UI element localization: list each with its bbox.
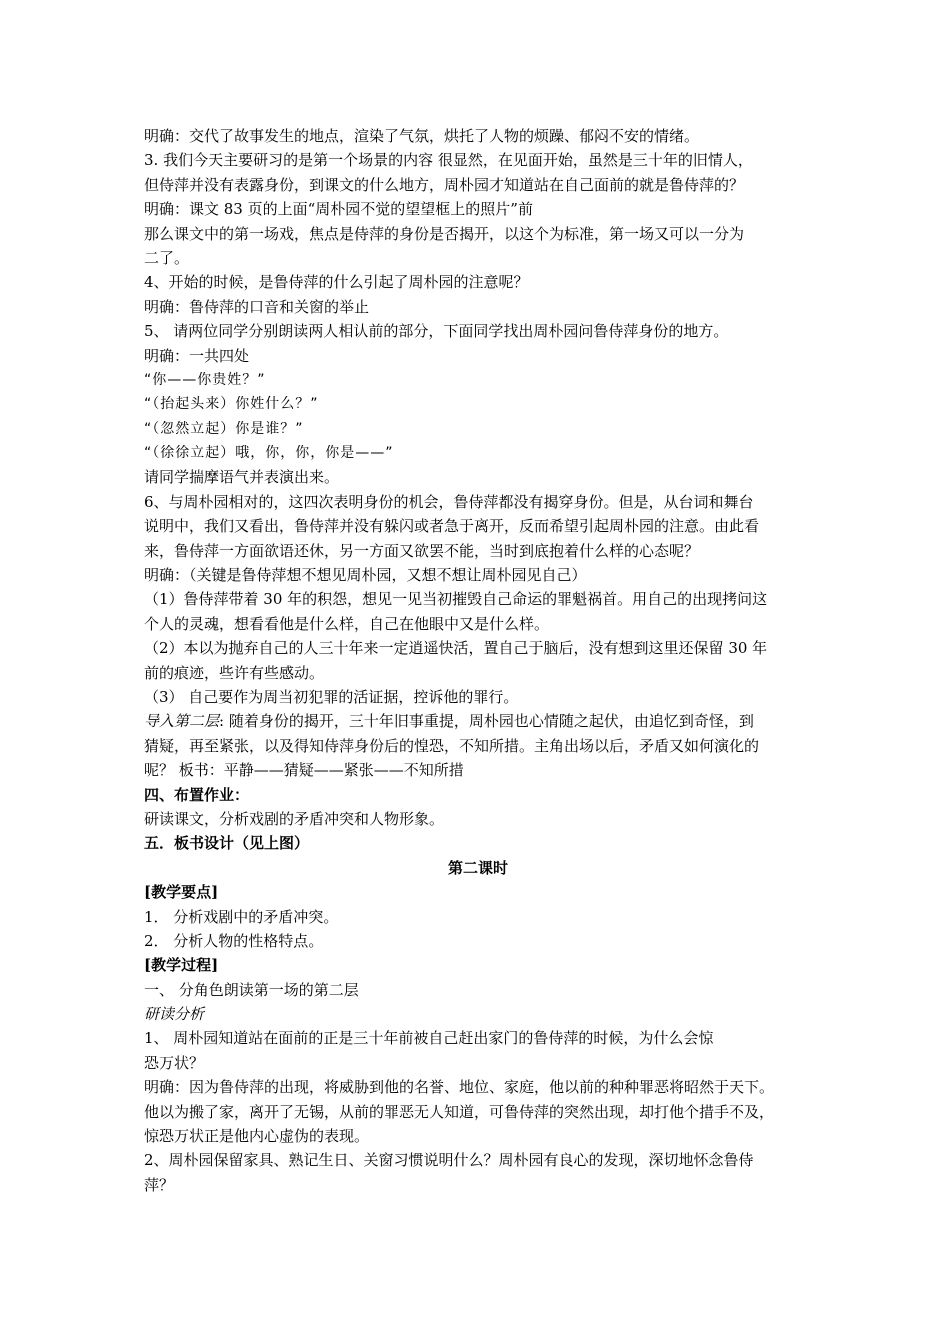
text-line: 3. 我们今天主要研习的是第一个场景的内容 很显然，在见面开始，虽然是三十年的旧情人，: [144, 151, 753, 170]
question-line: 5、 请两位同学分别朗读两人相认前的部分，下面同学找出周朴园问鲁侍萍身份的地方。: [144, 322, 729, 341]
text-line: 个人的灵魂，想看看他是什么样，自己在他眼中又是什么样。: [144, 614, 550, 633]
section-heading: [教学过程]: [144, 956, 219, 975]
intro-lead: 导入第二层: [144, 712, 220, 731]
text-line: 萍？: [144, 1175, 175, 1194]
text-line: 明确：课文 83 页的上面“周朴园不觉的望望框上的照片”前: [144, 200, 533, 219]
lesson-title: 第二课时: [447, 858, 508, 877]
answer-line: 明确：鲁侍萍的口音和关窗的举止: [144, 297, 370, 316]
intro-rest: : 随着身份的揭开，三十年旧事重提，周朴园也心情随之起伏，由追忆到奇怪，到: [219, 712, 754, 731]
section-heading: 四、布置作业：: [144, 785, 250, 804]
quote-line: “（抬起头来）你姓什么？”: [144, 396, 319, 413]
text-line: 一、 分角色朗读第一场的第二层: [144, 980, 359, 999]
text-line: 但侍萍并没有表露身份，到课文的什么地方，周朴园才知道站在自己面前的就是鲁侍萍的？: [144, 175, 745, 194]
text-line: 惊恐万状正是他内心虚伪的表现。: [144, 1127, 370, 1146]
answer-line: 明确：（关键是鲁侍萍想不想见周朴园，又想不想让周朴园见自己）: [144, 566, 587, 585]
text-line: 二了。: [144, 248, 190, 267]
point-line: （3） 自己要作为周当初犯罪的活证据，控诉他的罪行。: [144, 687, 519, 706]
text-line: 来，鲁侍萍一方面欲语还休，另一方面又欲罢不能，当时到底抱着什么样的心态呢？: [144, 541, 700, 560]
question-line: 6、与周朴园相对的，这四次表明身份的机会，鲁侍萍都没有揭穿身份。但是，从台词和舞台: [144, 492, 754, 511]
text-line: 那么课文中的第一场戏，焦点是侍萍的身份是否揭开，以这个为标准，第一场又可以一分为: [144, 224, 745, 243]
quote-line: “你——你贵姓？”: [144, 371, 266, 388]
text-line: 他以为搬了家，离开了无锡，从前的罪恶无人知道，可鲁侍萍的突然出现，却打他个措手不及，: [144, 1102, 775, 1121]
text-line: 请同学揣摩语气并表演出来。: [144, 468, 340, 487]
intro-line: [144, 709, 812, 733]
list-item: 1． 分析戏剧中的矛盾冲突。: [144, 907, 339, 926]
question-line: 2、周朴园保留家具、熟记生日、关窗习惯说明什么？周朴园有良心的发现，深切地怀念鲁侍: [144, 1151, 754, 1170]
text-line: 恐万状？: [144, 1053, 205, 1072]
list-item: 2． 分析人物的性格特点。: [144, 931, 324, 950]
section-heading: [教学要点]: [144, 883, 219, 902]
point-line: （1）鲁侍萍带着 30 年的积怨，想见一见当初摧毁自己命运的罪魁祸首。用自己的出现拷问这: [144, 590, 768, 609]
answer-line: 明确：因为鲁侍萍的出现，将威胁到他的名誉、地位、家庭，他以前的种种罪恶将昭然于天下。: [144, 1078, 775, 1097]
text-line: 呢？ 板书：平静——猜疑——紧张——不知所措: [144, 761, 464, 780]
quote-line: “（忽然立起）你是谁？”: [144, 420, 304, 437]
document-page: [144, 124, 812, 1197]
quote-line: “（徐徐立起）哦，你，你，你是——”: [144, 445, 394, 462]
point-line: （2）本以为抛弃自己的人三十年来一定逍遥快活，置自己于脑后，没有想到这里还保留 30 年: [144, 639, 768, 658]
answer-line: 明确：一共四处: [144, 346, 250, 365]
text-line: 猜疑，再至紧张，以及得知侍萍身份后的惶恐，不知所措。主角出场以后，矛盾又如何演化的: [144, 736, 760, 755]
question-line: 4、开始的时候，是鲁侍萍的什么引起了周朴园的注意呢？: [144, 273, 529, 292]
subheading: 研读分析: [144, 1005, 205, 1024]
text-line: 说明中，我们又看出，鲁侍萍并没有躲闪或者急于离开，反而希望引起周朴园的注意。由此看: [144, 517, 760, 536]
text-line: 前的痕迹，些许有些感动。: [144, 663, 325, 682]
question-line: 1、 周朴园知道站在面前的正是三十年前被自己赶出家门的鲁侍萍的时候，为什么会惊: [144, 1029, 714, 1048]
text-line: 明确：交代了故事发生的地点，渲染了气氛，烘托了人物的烦躁、郁闷不安的情绪。: [144, 127, 700, 145]
section-heading: 五．板书设计（见上图）: [144, 834, 310, 853]
text-line: 研读课文，分析戏剧的矛盾冲突和人物形象。: [144, 809, 445, 828]
